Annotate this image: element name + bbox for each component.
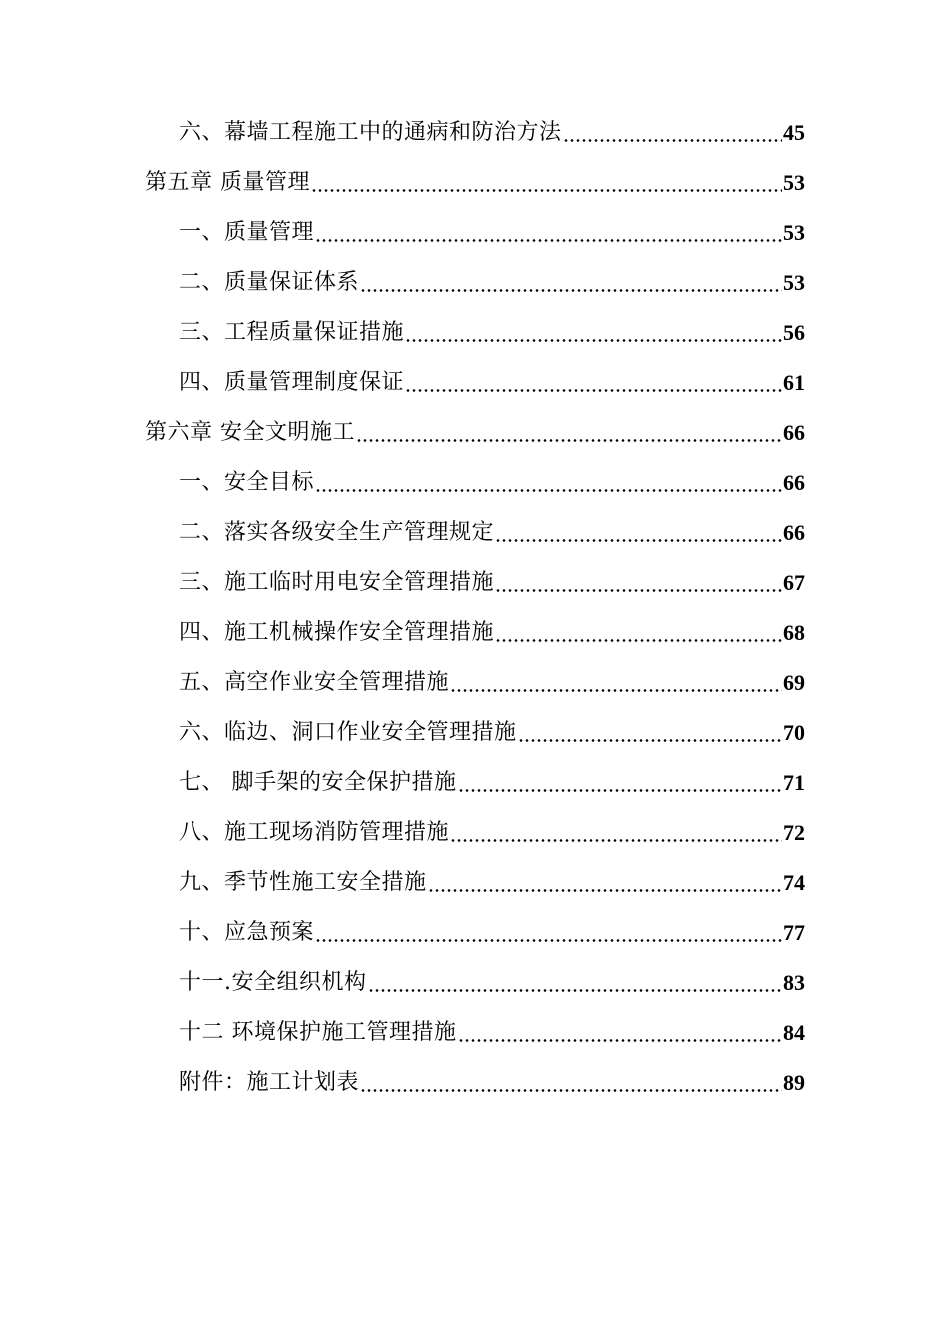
toc-entry-title: 一、安全目标 [179, 470, 315, 495]
toc-entry[interactable] [179, 508, 805, 548]
toc-entry-title: 六、临边、洞口作业安全管理措施 [179, 720, 517, 745]
toc-entry[interactable] [179, 1008, 805, 1048]
toc-page-number: 56 [783, 320, 805, 345]
toc-entry[interactable] [179, 208, 805, 248]
toc-dot-leader [458, 768, 783, 798]
toc-page-number: 53 [783, 220, 805, 245]
toc-dot-leader [360, 268, 782, 298]
toc-entry-title: 第五章 质量管理 [145, 170, 310, 195]
toc-dot-leader [356, 418, 782, 448]
toc-dot-leader [458, 1018, 783, 1048]
toc-dot-leader [368, 968, 783, 998]
toc-entry[interactable] [179, 758, 805, 798]
toc-page-number: 74 [783, 870, 805, 895]
toc-chapter-entry[interactable] [145, 158, 805, 198]
toc-page-number: 89 [783, 1070, 805, 1095]
toc-entry-title: 七、 脚手架的安全保护措施 [179, 770, 457, 795]
toc-entry-title: 附件：施工计划表 [179, 1070, 360, 1095]
toc-entry[interactable] [179, 108, 805, 148]
toc-dot-leader [450, 668, 782, 698]
toc-entry[interactable] [179, 258, 805, 298]
toc-dot-leader [495, 618, 782, 648]
toc-entry[interactable] [179, 908, 805, 948]
toc-dot-leader [405, 318, 782, 348]
toc-dot-leader [450, 818, 782, 848]
toc-entry[interactable] [179, 958, 805, 998]
toc-dot-leader [563, 118, 782, 148]
toc-entry[interactable] [179, 608, 805, 648]
toc-dot-leader [428, 868, 782, 898]
toc-page-number: 66 [783, 520, 805, 545]
toc-entry-title: 十二 环境保护施工管理措施 [179, 1020, 457, 1045]
toc-page-number: 66 [783, 470, 805, 495]
toc-entry-title: 十、应急预案 [179, 920, 315, 945]
toc-dot-leader [360, 1068, 782, 1098]
toc-page-number: 71 [783, 770, 805, 795]
toc-entry-title: 一、质量管理 [179, 220, 315, 245]
toc-dot-leader [518, 718, 782, 748]
toc-dot-leader [315, 218, 782, 248]
toc-entry[interactable] [179, 708, 805, 748]
toc-page-number: 61 [783, 370, 805, 395]
toc-page-number: 83 [783, 970, 805, 995]
toc-entry-title: 二、落实各级安全生产管理规定 [179, 520, 495, 545]
toc-entry-title: 九、季节性施工安全措施 [179, 870, 427, 895]
toc-entry-title: 四、质量管理制度保证 [179, 370, 405, 395]
toc-entry[interactable] [179, 458, 805, 498]
toc-dot-leader [495, 518, 782, 548]
toc-entry-title: 五、高空作业安全管理措施 [179, 670, 450, 695]
toc-dot-leader [311, 168, 782, 198]
toc-dot-leader [495, 568, 782, 598]
toc-entry[interactable] [179, 1058, 805, 1098]
toc-entry-title: 八、施工现场消防管理措施 [179, 820, 450, 845]
toc-dot-leader [405, 368, 782, 398]
toc-entry-title: 三、工程质量保证措施 [179, 320, 405, 345]
toc-dot-leader [315, 468, 782, 498]
toc-page-number: 72 [783, 820, 805, 845]
toc-page-number: 69 [783, 670, 805, 695]
toc-page-number: 53 [783, 170, 805, 195]
toc-page-number: 68 [783, 620, 805, 645]
toc-dot-leader [315, 918, 782, 948]
toc-entry-title: 二、质量保证体系 [179, 270, 360, 295]
toc-page-number: 67 [783, 570, 805, 595]
toc-entry[interactable] [179, 858, 805, 898]
toc-entry[interactable] [179, 558, 805, 598]
toc-entry[interactable] [179, 658, 805, 698]
toc-page-number: 70 [783, 720, 805, 745]
toc-page-number: 45 [783, 120, 805, 145]
toc-entry-title: 第六章 安全文明施工 [145, 420, 355, 445]
toc-entry-title: 六、幕墙工程施工中的通病和防治方法 [179, 120, 562, 145]
toc-entry[interactable] [179, 308, 805, 348]
toc-page-number: 66 [783, 420, 805, 445]
toc-entry-title: 四、施工机械操作安全管理措施 [179, 620, 495, 645]
toc-page-number: 53 [783, 270, 805, 295]
toc-entry-title: 三、施工临时用电安全管理措施 [179, 570, 495, 595]
toc-entry[interactable] [179, 358, 805, 398]
toc-entry[interactable] [179, 808, 805, 848]
toc-chapter-entry[interactable] [145, 408, 805, 448]
toc-entry-title: 十一.安全组织机构 [179, 970, 367, 995]
toc-page-number: 77 [783, 920, 805, 945]
toc-page-number: 84 [783, 1020, 805, 1045]
